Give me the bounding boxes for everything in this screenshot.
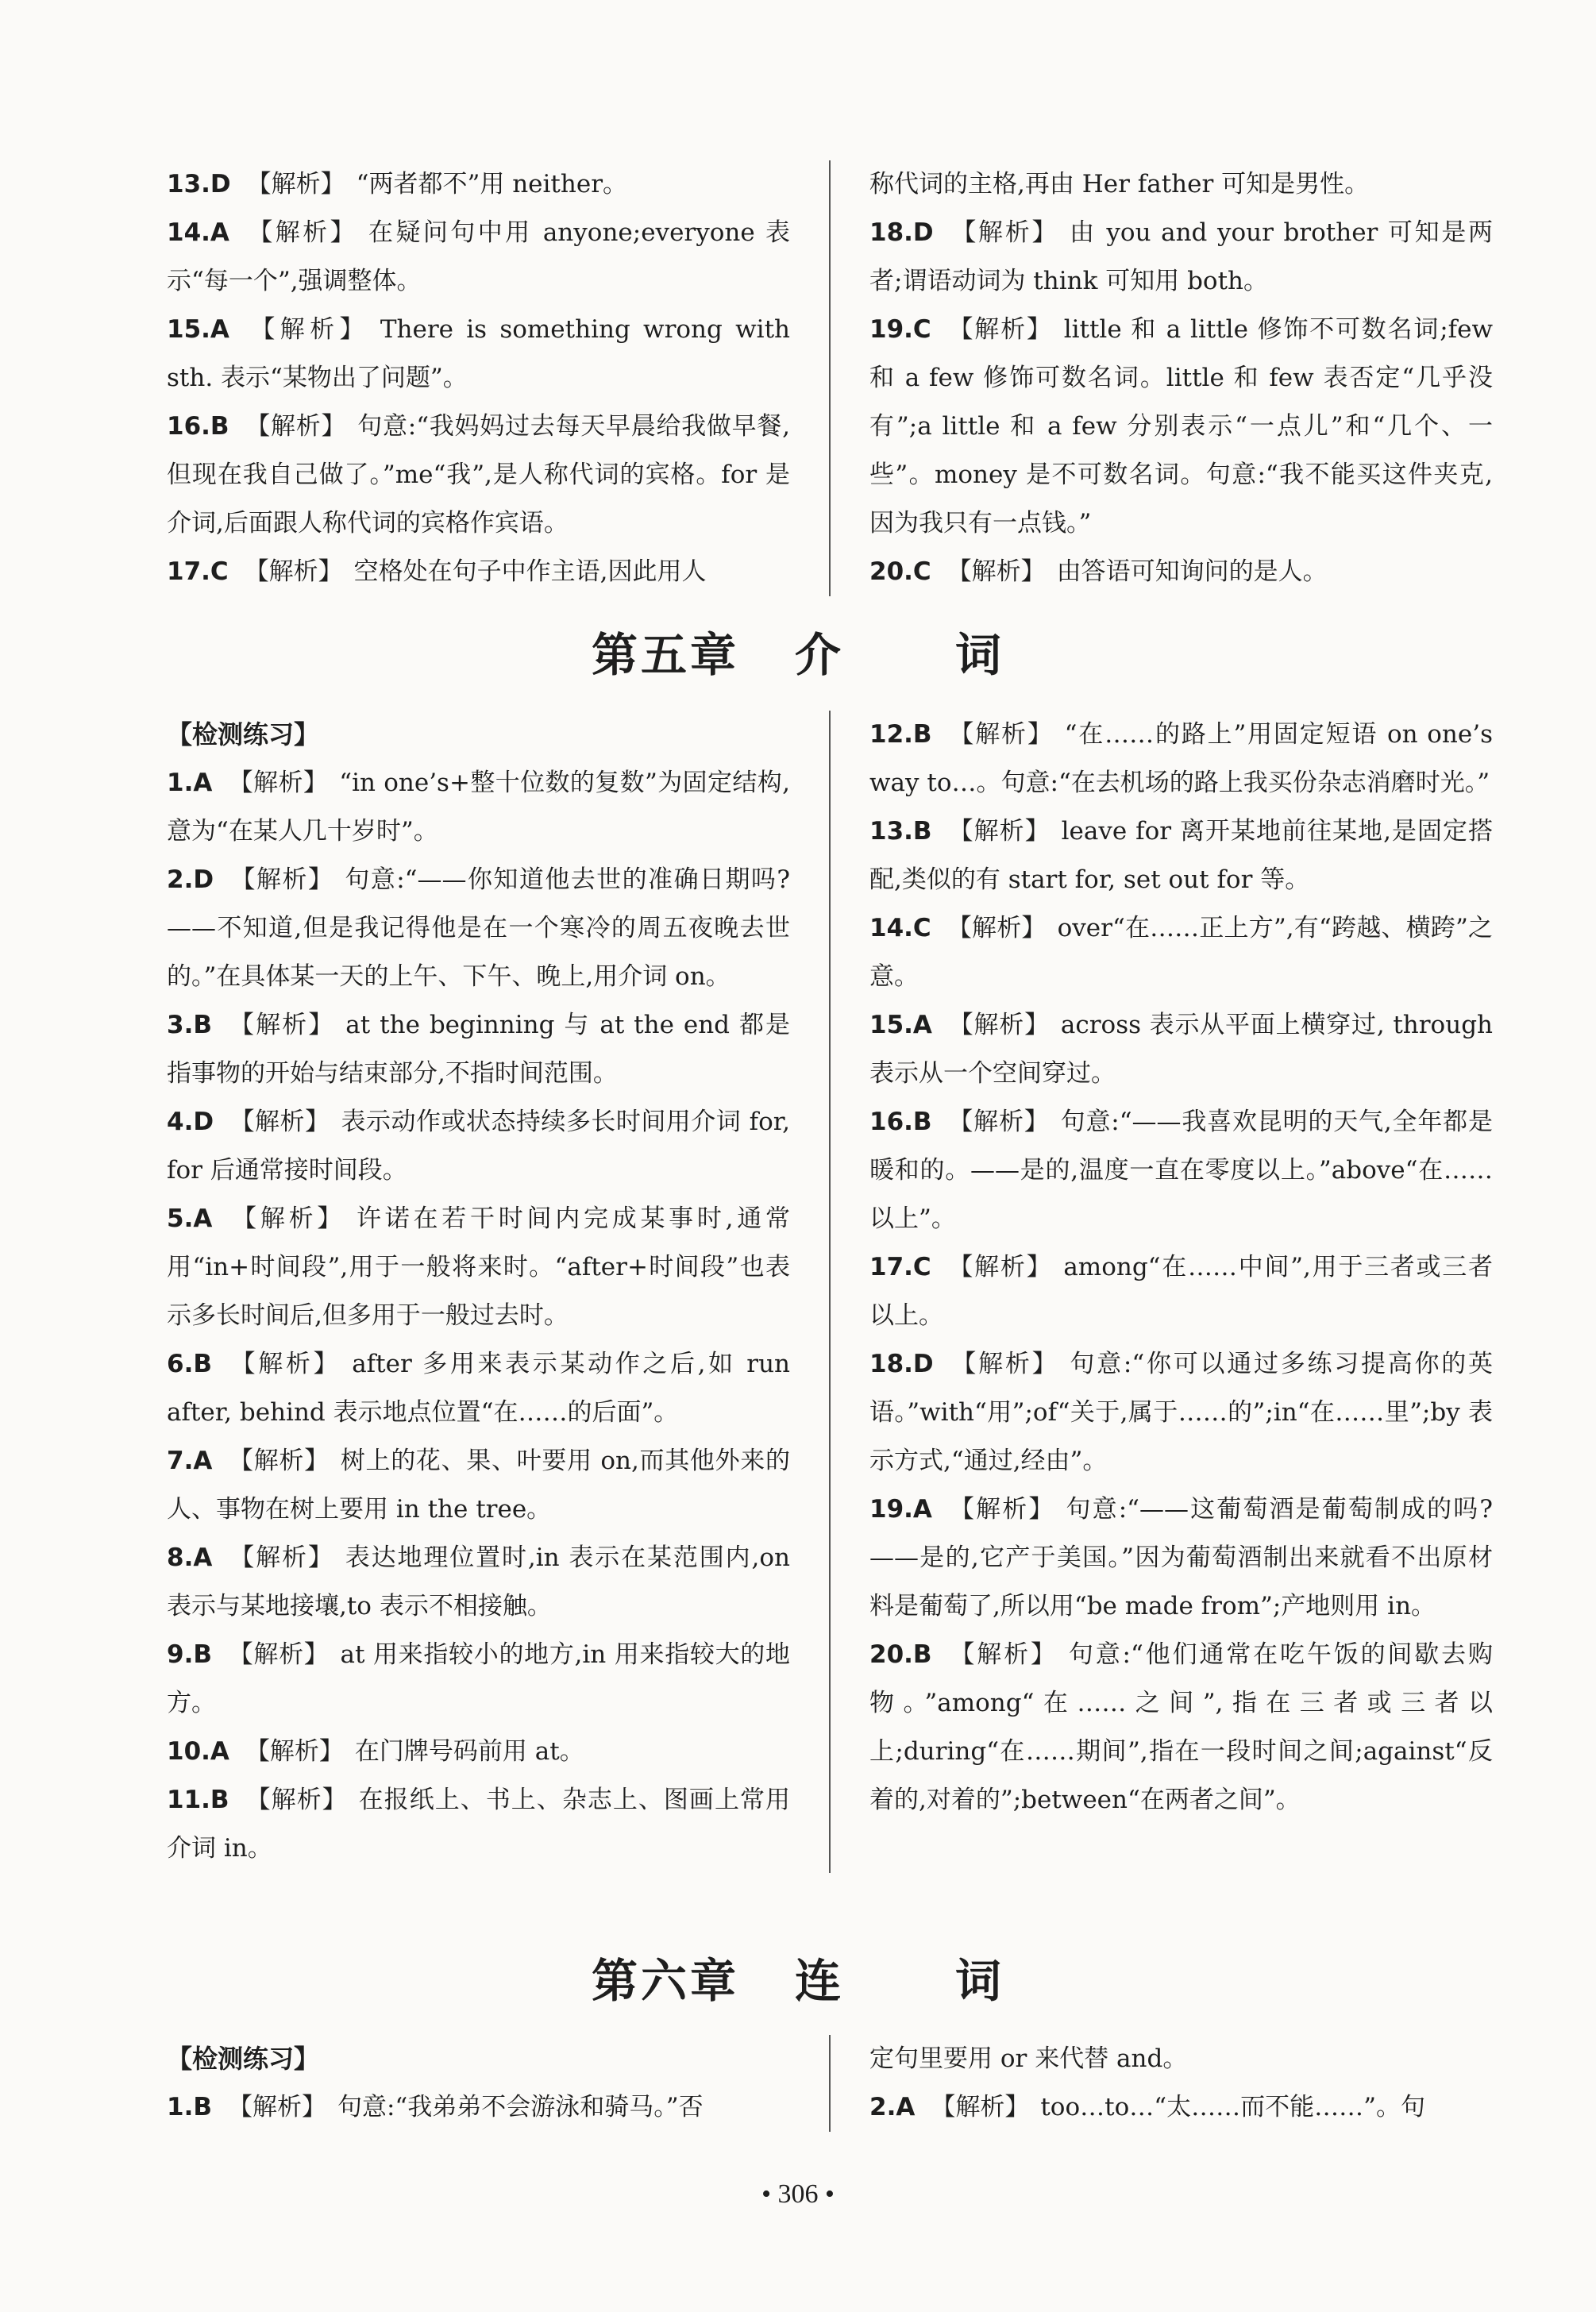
answer-item-18: 18.D 【解析】 由 you and your brother 可知是两者;谓语动词为 think 可知用 both。	[869, 218, 1494, 295]
answer-item: 14.C 【解析】 over“在……正上方”,有“跨越、横跨”之意。	[869, 914, 1493, 991]
answer-item: 11.B 【解析】 在报纸上、书上、杂志上、图画上常用介词 in。	[167, 1786, 790, 1863]
answer-item: 10.A 【解析】 在门牌号码前用 at。	[167, 1737, 584, 1766]
right-column	[869, 2035, 1493, 2132]
right-column	[869, 160, 1493, 596]
answer-item: 12.B 【解析】 “在……的路上”用固定短语 on one’s way to…。句意:“在去机场的路上我买份杂志消磨时光。”	[869, 720, 1493, 797]
column-divider	[829, 2035, 831, 2132]
section-heading: 【检测练习】	[167, 719, 320, 749]
answer-item-continued: 定句里要用 or 来代替 and。	[869, 2044, 1188, 2073]
column-divider	[829, 711, 831, 1873]
answer-item-17-continued: 称代词的主格,再由 Her father 可知是男性。	[869, 170, 1370, 198]
answer-item: 17.C 【解析】 among“在……中间”,用于三者或三者以上。	[869, 1253, 1493, 1330]
left-column	[167, 160, 790, 596]
answer-item: 19.A 【解析】 句意:“——这葡萄酒是葡萄制成的吗?——是的,它产于美国。”因为葡萄酒制出来就看不出原材料是葡萄了,所以用“be made from”;产地则用 in。	[869, 1495, 1494, 1620]
answer-item: 8.A 【解析】 表达地理位置时,in 表示在某范围内,on 表示与某地接壤,to 表示不相接触。	[167, 1543, 791, 1620]
answer-item-15: 15.A 【解析】 There is something wrong with sth. 表示“某物出了问题”。	[167, 315, 790, 392]
answer-item-17: 17.C 【解析】 空格处在句子中作主语,因此用人	[167, 557, 707, 586]
chapter-6-title: 第六章 连 词	[591, 1954, 1005, 2008]
answer-item: 5.A 【解析】 许诺在若干时间内完成某事时,通常用“in+时间段”,用于一般将来时。“after+时间段”也表示多长时间后,但多用于一般过去时。	[167, 1204, 790, 1330]
answer-item: 6.B 【解析】 after 多用来表示某动作之后,如 run after, behind 表示地点位置“在……的后面”。	[167, 1350, 791, 1427]
top-section	[167, 160, 1493, 596]
answer-item-13: 13.D 【解析】 “两者都不”用 neither。	[167, 170, 628, 198]
right-column	[869, 711, 1493, 1873]
chapter-5-title: 第五章 介 词	[591, 628, 1005, 682]
answer-item: 2.D 【解析】 句意:“——你知道他去世的准确日期吗?——不知道,但是我记得他是在一个寒冷的周五夜晚去世的。”在具体某一天的上午、下午、晚上,用介词 on。	[167, 865, 790, 991]
answer-item: 1.A 【解析】 “in one’s+整十位数的复数”为固定结构,意为“在某人几十岁时”。	[167, 769, 791, 846]
answer-item: 15.A 【解析】 across 表示从平面上横穿过, through 表示从一个空间穿过。	[869, 1011, 1493, 1088]
answer-item-16: 16.B 【解析】 句意:“我妈妈过去每天早晨给我做早餐,但现在我自己做了。”me“我”,是人称代词的宾格。for 是介词,后面跟人称代词的宾格作宾语。	[167, 412, 791, 538]
answer-item: 13.B 【解析】 leave for 离开某地前往某地,是固定搭配,类似的有 start for, set out for 等。	[869, 817, 1494, 894]
answer-item: 4.D 【解析】 表示动作或状态持续多长时间用介词 for, for 后通常接时间段。	[167, 1108, 790, 1185]
left-column	[167, 711, 790, 1873]
answer-item: 18.D 【解析】 句意:“你可以通过多练习提高你的英语。”with“用”;of“关于,属于……的”;in“在……里”;by 表示方式,“通过,经由”。	[869, 1350, 1493, 1475]
answer-item: 2.A 【解析】 too…to…“太……而不能……”。句	[869, 2093, 1425, 2121]
answer-item: 3.B 【解析】 at the beginning 与 at the end 都是指事物的开始与结束部分,不指时间范围。	[167, 1011, 791, 1088]
answer-item: 20.B 【解析】 句意:“他们通常在吃午饭的间歇去购物。”among“在……之间”,指在三者或三者以上;during“在……期间”,指在一段时间之间;against“反着的,对着的”;between“在两者之间”。	[869, 1640, 1494, 1814]
chapter-5-body	[167, 711, 1493, 1873]
answer-item: 7.A 【解析】 树上的花、果、叶要用 on,而其他外来的人、事物在树上要用 in the tree。	[167, 1447, 790, 1524]
answer-item-20: 20.C 【解析】 由答语可知询问的是人。	[869, 557, 1328, 586]
section-heading: 【检测练习】	[167, 2044, 320, 2074]
column-divider	[829, 160, 831, 596]
answer-item: 1.B 【解析】 句意:“我弟弟不会游泳和骑马。”否	[167, 2093, 704, 2121]
answer-item: 9.B 【解析】 at 用来指较小的地方,in 用来指较大的地方。	[167, 1640, 790, 1717]
left-column	[167, 2035, 790, 2132]
chapter-6-body	[167, 2035, 1493, 2132]
answer-item-14: 14.A 【解析】 在疑问句中用 anyone;everyone 表示“每一个”,强调整体。	[167, 218, 790, 295]
answer-item: 16.B 【解析】 句意:“——我喜欢昆明的天气,全年都是暖和的。——是的,温度一直在零度以上。”above“在……以上”。	[869, 1108, 1493, 1233]
answer-item-19: 19.C 【解析】 little 和 a little 修饰不可数名词;few 和 a few 修饰可数名词。little 和 few 表否定“几乎没有”;a little 和 a few 分别表示“一点儿”和“几个、一些”。money 是不可数名词。句意:“我不能买这件夹克,因为我只有一点钱。”	[869, 315, 1493, 538]
page-number: • 306 •	[761, 2179, 835, 2209]
